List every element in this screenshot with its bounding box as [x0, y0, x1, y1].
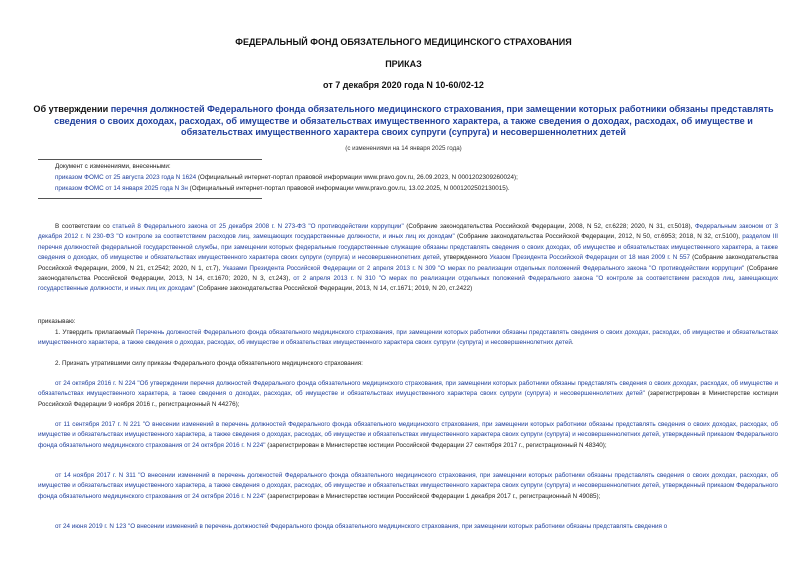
- text: В соответствии со: [55, 223, 113, 230]
- text: , утвержденного: [439, 254, 490, 262]
- link-law-273[interactable]: статьей 8 Федерального закона от 25 декабря 2008 г. N 273-ФЗ "О противодействии коррупции": [112, 223, 404, 230]
- revision-note: (с изменениями на 14 января 2025 года): [345, 145, 462, 152]
- preamble-paragraph: [38, 222, 778, 295]
- repealed-order-123: [38, 522, 778, 532]
- changes-heading: Документ с изменениями, внесенными:: [55, 163, 171, 170]
- change-item: [55, 173, 775, 184]
- repealed-order-224: [38, 379, 778, 410]
- link-order-311[interactable]: от 14 ноября 2017 г. N 311 "О внесении изменений в перечень должностей Федерального фонда обязательного медицинского страхования, при замещении которых работники обязаны представлять сведения о своих доходах, расходах, об имуществе и обязательствах имущественного характера, а также сведения о доходах, расходах, об имуществе и обязательствах имущественного характера своих супруги (супруга) и несовершеннолетних детей, утвержденный приказом Федерального фонда обязательного медицинского страхования от 24 октября 2016 г. N 224": [38, 472, 778, 500]
- text: 1. Утвердить прилагаемый: [55, 329, 136, 336]
- divider-top: [38, 159, 262, 160]
- link-section-iii[interactable]: разделом III перечня должностей федеральной государственной службы, при замещении которых федеральные государственные служащие обязаны представлять сведения о своих доходах, об имуществе и обязательствах имущественного характера, а также сведения о доходах, об имуществе и обязательствах имущественного характера своих супруги (супруга) и несовершеннолетних детей: [38, 233, 778, 262]
- text: (зарегистрирован в Министерстве юстиции Российской Федерации 27 сентября 2017 г., регистрационный N 48340);: [265, 441, 607, 449]
- text: (Собрание законодательства Российской Федерации, 2009, N 21, ст.2542; 2020, N 1, ст.7),: [38, 254, 778, 272]
- change-link-2023[interactable]: приказом ФОМС от 25 августа 2023 года N 1624: [55, 174, 197, 181]
- change-link-2025[interactable]: приказом ФОМС от 14 января 2025 года N 3н: [55, 185, 188, 192]
- document-date-number: от 7 декабря 2020 года N 10-60/02-12: [323, 80, 484, 90]
- link-decree-557[interactable]: Указом Президента Российской Федерации от 18 мая 2009 г. N 557: [489, 254, 690, 262]
- repealed-order-311: [38, 471, 778, 502]
- document-title: [28, 104, 779, 139]
- change-text: (Официальный интернет-портал правовой информации www.pravo.gov.ru, 13.02.2025, N 0001202502130015).: [187, 185, 510, 192]
- item-1-paragraph: [38, 328, 778, 349]
- link-law-230[interactable]: Федеральным законом от 3 декабря 2012 г. N 230-ФЗ "О контроле за соответствием расходов лиц, замещающих государственные должности, и иных лиц их доходам": [38, 223, 778, 241]
- repealed-order-221: [38, 420, 778, 451]
- text: (зарегистрирован в Министерстве юстиции Российской Федерации 9 ноября 2016 г., регистрационный N 44276);: [38, 390, 778, 408]
- link-approved-list[interactable]: Перечень должностей Федерального фонда обязательного медицинского страхования, при замещении которых работники обязаны представлять сведения о своих доходах, расходах, об имуществе и обязательствах имущественного характера, а также сведения о доходах, расходах, об имуществе и обязательствах имущественного характера своих супруги (супруга) и несовершеннолетних детей: [38, 329, 778, 347]
- link-decree-309[interactable]: Указами Президента Российской Федерации от 2 апреля 2013 г. N 309 "О мерах по реализации отдельных положений Федерального закона "О противодействии коррупции": [222, 264, 745, 272]
- item-2-paragraph: 2. Признать утратившими силу приказы Федерального фонда обязательного медицинского страхования:: [55, 360, 363, 367]
- document-type: ПРИКАЗ: [385, 59, 422, 69]
- text: .: [571, 339, 574, 347]
- text: (Собрание законодательства Российской Федерации, 2013, N 14, ст.1671; 2019, N 20, ст.2422): [194, 285, 473, 293]
- title-link[interactable]: перечня должностей Федерального фонда обязательного медицинского страхования, при замещении которых работники обязаны представлять сведения о своих доходах, расходах, об имуществе и обязательствах имущественного характера, а также сведения о доходах, расходах, об имуществе и обязательствах имущественного характера своих супруги (супруга) и несовершеннолетних детей: [54, 104, 774, 137]
- change-text: (Официальный интернет-портал правовой информации www.pravo.gov.ru, 26.09.2023, N 0001202309260024);: [196, 174, 518, 181]
- text: (Собрание законодательства Российской Федерации, 2012, N 50, ст.6953; 2018, N 32, ст.5100),: [454, 233, 743, 241]
- order-word: приказываю:: [38, 318, 76, 325]
- organization-name: ФЕДЕРАЛЬНЫЙ ФОНД ОБЯЗАТЕЛЬНОГО МЕДИЦИНСКОГО СТРАХОВАНИЯ: [235, 37, 572, 47]
- divider-bottom: [38, 198, 262, 199]
- text: (Собрание законодательства Российской Федерации, 2013, N 14, ст.1670; 2020, N 3, ст.243),: [38, 264, 778, 283]
- title-prefix: Об утверждении: [33, 104, 111, 114]
- text: (Собрание законодательства Российской Федерации, 2008, N 52, ст.6228; 2020, N 31, ст.5018),: [403, 223, 695, 230]
- link-order-224[interactable]: от 24 октября 2016 г. N 224 "Об утверждении перечня должностей Федерального фонда обязательного медицинского страхования, при замещении которых работники обязаны представлять сведения о своих доходах, расходах, об имуществе и обязательствах имущественного характера, а также сведения о доходах, расходах, об имуществе и обязательствах имущественного характера своих супруги (супруга) и несовершеннолетних детей": [38, 380, 778, 398]
- link-decree-310[interactable]: от 2 апреля 2013 г. N 310 "О мерах по реализации отдельных положений Федерального закона "О контроле за соответствием расходов лиц, замещающих государственные должности, и иных лиц их доходам": [38, 275, 779, 293]
- change-item: [55, 184, 775, 195]
- text: (зарегистрирован в Министерстве юстиции Российской Федерации 1 декабря 2017 г., регистрационный N 49085);: [265, 492, 601, 500]
- link-order-221[interactable]: от 11 сентября 2017 г. N 221 "О внесении изменений в перечень должностей Федерального фонда обязательного медицинского страхования, при замещении которых работники обязаны представлять сведения о своих доходах, расходах, об имуществе и обязательствах имущественного характера, а также сведения о доходах, расходах, об имуществе и обязательствах имущественного характера своих супруги (супруга) и несовершеннолетних детей, утвержденный приказом Федерального фонда обязательного медицинского страхования от 24 октября 2016 г. N 224": [38, 421, 778, 449]
- link-order-123[interactable]: от 24 июня 2019 г. N 123 "О внесении изменений в перечень должностей Федерального фонда обязательного медицинского страхования, при замещении которых работники обязаны представлять сведения о: [55, 523, 668, 530]
